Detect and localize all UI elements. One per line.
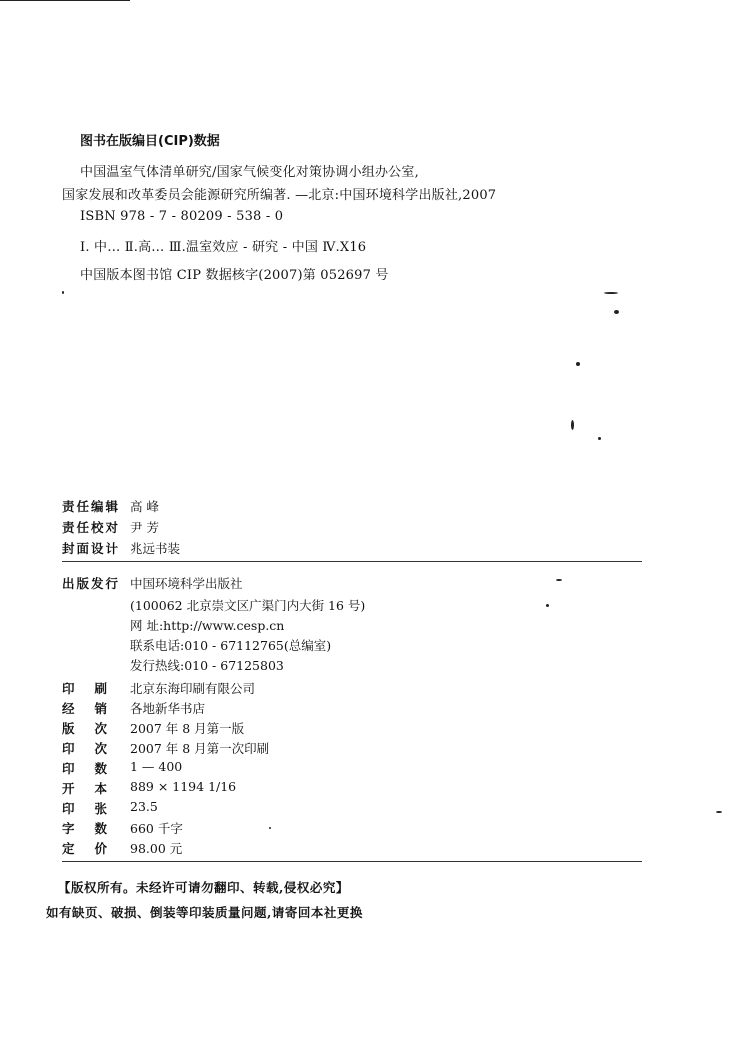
staff-label-cover: 封面设计: [62, 541, 121, 556]
scan-mark: [269, 827, 271, 829]
staff-value-proofreader: 尹 芳: [130, 520, 159, 535]
publisher-phone: 联系电话:010 - 67112765(总编室): [130, 638, 332, 653]
detail-label-printing: 印 次: [62, 741, 109, 756]
scan-mark: [556, 579, 562, 581]
scan-mark: [614, 310, 619, 314]
scan-mark: [62, 291, 64, 294]
publisher-address: (100062 北京崇文区广渠门内大街 16 号): [130, 598, 366, 613]
staff-label-editor: 责任编辑: [62, 499, 121, 514]
copyright-notice: 【版权所有。未经许可请勿翻印、转载,侵权必究】: [58, 880, 349, 895]
detail-value-printing: 2007 年 8 月第一次印刷: [130, 741, 270, 756]
cip-line-authors: 国家发展和改革委员会能源研究所编著. —北京:中国环境科学出版社,2007: [62, 188, 497, 203]
publisher-hotline: 发行热线:010 - 67125803: [130, 658, 284, 673]
detail-label-edition: 版 次: [62, 721, 109, 736]
scan-mark: [546, 604, 549, 607]
detail-value-format: 889 × 1194 1/16: [130, 779, 237, 794]
quality-notice: 如有缺页、破损、倒装等印装质量问题,请寄回本社更换: [46, 905, 363, 920]
detail-value-distributor: 各地新华书店: [130, 701, 206, 716]
staff-label-proofreader: 责任校对: [62, 520, 121, 535]
detail-value-sheets: 23.5: [130, 799, 158, 814]
detail-label-print-run: 印 数: [62, 761, 109, 776]
publisher-website: 网 址:http://www.cesp.cn: [130, 618, 285, 633]
cip-heading: 图书在版编目(CIP)数据: [80, 134, 220, 149]
publisher-label: 出版发行: [62, 576, 121, 591]
staff-value-editor: 高 峰: [130, 499, 159, 514]
publisher-name: 中国环境科学出版社: [130, 576, 243, 591]
scan-mark: [716, 811, 722, 813]
cip-line-subjects: Ⅰ. 中… Ⅱ.高… Ⅲ.温室效应 - 研究 - 中国 Ⅳ.X16: [80, 240, 367, 255]
cip-line-title: 中国温室气体清单研究/国家气候变化对策协调小组办公室,: [80, 165, 419, 180]
detail-value-printer: 北京东海印刷有限公司: [130, 681, 256, 696]
detail-label-word-count: 字 数: [62, 821, 109, 836]
scan-mark: [571, 420, 574, 430]
detail-label-price: 定 价: [62, 841, 109, 856]
top-edge-rule: [0, 0, 130, 1]
detail-label-format: 开 本: [62, 781, 109, 796]
scan-mark: [598, 437, 601, 440]
detail-value-print-run: 1 — 400: [130, 759, 183, 774]
scan-mark: [576, 362, 580, 366]
section-divider-bottom: [62, 861, 642, 862]
detail-value-word-count: 660 千字: [130, 821, 183, 836]
cip-line-isbn: ISBN 978 - 7 - 80209 - 538 - 0: [80, 209, 284, 224]
detail-label-sheets: 印 张: [62, 801, 109, 816]
section-divider: [62, 561, 642, 562]
detail-label-distributor: 经 销: [62, 701, 109, 716]
detail-label-printer: 印 刷: [62, 681, 109, 696]
detail-value-edition: 2007 年 8 月第一版: [130, 721, 245, 736]
detail-value-price: 98.00 元: [130, 841, 183, 856]
scan-mark: [604, 292, 618, 294]
cip-line-record: 中国版本图书馆 CIP 数据核字(2007)第 052697 号: [80, 268, 389, 283]
staff-value-cover: 兆远书装: [130, 541, 181, 556]
